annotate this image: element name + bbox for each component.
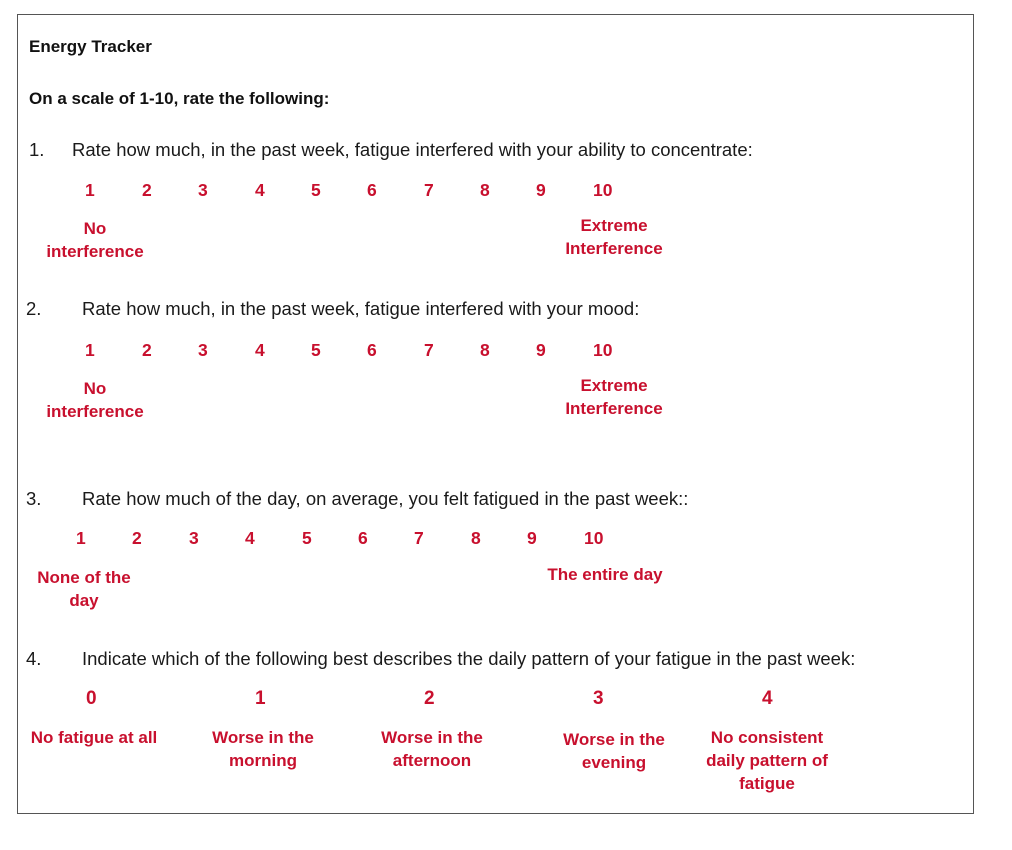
scale-option-3[interactable]: 3 — [189, 528, 199, 548]
question-2-high-label: Extreme Interference — [565, 376, 663, 418]
question-3-high-label: The entire day — [547, 565, 663, 584]
question-2-number: 2. — [26, 298, 42, 319]
scale-option-6[interactable]: 6 — [358, 528, 368, 548]
scale-option-5[interactable]: 5 — [302, 528, 312, 548]
option-label: No fatigue at all — [30, 728, 158, 747]
scale-option-3[interactable]: 3 — [198, 180, 208, 200]
question-3-text: Rate how much of the day, on average, you felt fatigued in the past week:: — [82, 488, 689, 509]
scale-option-6[interactable]: 6 — [367, 180, 377, 200]
scale-option-9[interactable]: 9 — [536, 340, 546, 360]
question-4-text: Indicate which of the following best describes the daily pattern of your fatigue in the past week: — [82, 648, 856, 669]
option-value: 3 — [593, 688, 604, 709]
instructions: On a scale of 1-10, rate the following: — [29, 89, 330, 108]
scale-option-2[interactable]: 2 — [132, 528, 142, 548]
question-1-high-label: Extreme Interference — [565, 216, 663, 258]
form-frame — [17, 14, 974, 814]
question-1-text: Rate how much, in the past week, fatigue interfered with your ability to concentrate: — [72, 139, 753, 160]
question-1-low-label: No interference — [46, 219, 144, 261]
scale-option-5[interactable]: 5 — [311, 340, 321, 360]
scale-option-2[interactable]: 2 — [142, 180, 152, 200]
question-2-text: Rate how much, in the past week, fatigue interfered with your mood: — [82, 298, 640, 319]
option-label: No consistent daily pattern of fatigue — [706, 728, 828, 793]
question-4-number: 4. — [26, 648, 42, 669]
scale-option-4[interactable]: 4 — [255, 180, 265, 200]
scale-option-4[interactable]: 4 — [245, 528, 255, 548]
option-value: 4 — [762, 688, 773, 709]
scale-option-4[interactable]: 4 — [255, 340, 265, 360]
scale-option-2[interactable]: 2 — [142, 340, 152, 360]
scale-option-7[interactable]: 7 — [424, 180, 434, 200]
scale-option-10[interactable]: 10 — [593, 340, 613, 360]
scale-option-10[interactable]: 10 — [584, 528, 604, 548]
scale-option-3[interactable]: 3 — [198, 340, 208, 360]
scale-option-1[interactable]: 1 — [85, 340, 95, 360]
option-label: Worse in the evening — [563, 730, 665, 772]
scale-option-8[interactable]: 8 — [480, 340, 490, 360]
question-3-number: 3. — [26, 488, 42, 509]
option-value: 0 — [86, 688, 97, 709]
form-title: Energy Tracker — [29, 37, 152, 56]
scale-option-1[interactable]: 1 — [76, 528, 86, 548]
scale-option-7[interactable]: 7 — [424, 340, 434, 360]
question-2-low-label: No interference — [46, 379, 144, 421]
option-label: Worse in the afternoon — [381, 728, 483, 770]
scale-option-10[interactable]: 10 — [593, 180, 613, 200]
option-value: 1 — [255, 688, 266, 709]
scale-option-5[interactable]: 5 — [311, 180, 321, 200]
question-3-low-label: None of the day — [37, 568, 131, 610]
scale-option-8[interactable]: 8 — [471, 528, 481, 548]
scale-option-6[interactable]: 6 — [367, 340, 377, 360]
scale-option-9[interactable]: 9 — [527, 528, 537, 548]
scale-option-1[interactable]: 1 — [85, 180, 95, 200]
option-label: Worse in the morning — [212, 728, 314, 770]
scale-option-8[interactable]: 8 — [480, 180, 490, 200]
option-value: 2 — [424, 688, 435, 709]
scale-option-7[interactable]: 7 — [414, 528, 424, 548]
scale-option-9[interactable]: 9 — [536, 180, 546, 200]
question-1-number: 1. — [29, 139, 45, 160]
